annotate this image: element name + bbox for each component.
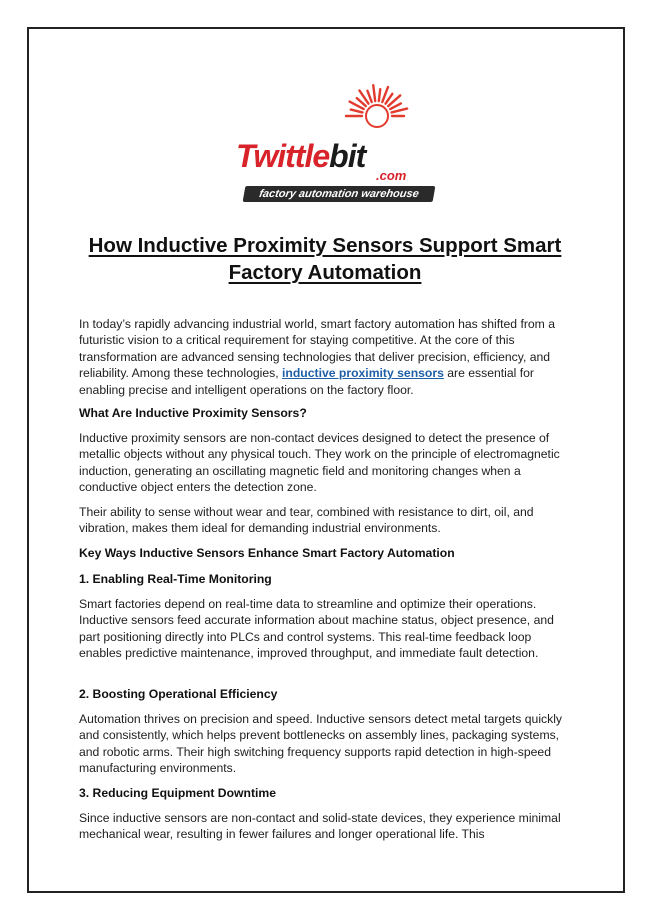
intro-text-after: are essential for enabling precise and intelligent operations on the factory floor. <box>79 366 534 397</box>
heading-key-ways: Key Ways Inductive Sensors Enhance Smart Factory Automation <box>79 546 455 560</box>
reducing-downtime-paragraph: Since inductive sensors are non-contact and solid-state devices, they experience minimal mechanical wear, resulting in fewer failures and longer operational life. This <box>79 811 561 842</box>
what-paragraph-2: Their ability to sense without wear and tear, combined with resistance to dirt, oil, and vibration, makes them ideal for demanding industrial environments. <box>79 505 534 536</box>
heading-what-are: What Are Inductive Proximity Sensors? <box>79 406 307 420</box>
subheading-reducing-downtime: 3. Reducing Equipment Downtime <box>79 786 277 800</box>
logo-tagline: factory automation warehouse <box>243 186 436 202</box>
intro-text-before: In today’s rapidly advancing industrial world, smart factory automation has shifted from a futuristic vision to a critical requirement for staying competitive. At the core of this transformation are advanced sensing technologies that deliver precision, efficiency, and reliability. Among these technologies, <box>79 317 555 381</box>
operational-efficiency-paragraph: Automation thrives on precision and speed. Inductive sensors detect metal targets quickly and consistently, which helps prevent bottlenecks on assembly lines, packaging systems, and robotic arms. Their high switching frequency supports rapid detection in high-speed manufacturing environments. <box>79 712 563 776</box>
subheading-operational-efficiency: 2. Boosting Operational Efficiency <box>79 687 278 701</box>
inductive-proximity-sensors-link[interactable]: inductive proximity sensors <box>282 366 444 381</box>
twittlebit-logo[interactable] <box>220 82 440 206</box>
sun-ray <box>392 109 408 113</box>
sun-ray <box>367 91 371 102</box>
sun-icon <box>345 82 409 146</box>
sun-ray <box>373 85 375 101</box>
intro-paragraph <box>79 316 575 398</box>
logo-domain: .com <box>376 168 407 183</box>
logo-word-part1: Twittle <box>236 138 330 174</box>
logo-word-part2: bit <box>329 138 366 174</box>
subheading-real-time-monitoring: 1. Enabling Real-Time Monitoring <box>79 572 272 586</box>
what-paragraph-1: Inductive proximity sensors are non-contact devices designed to detect the presence of metallic objects without any physical touch. They work on the principle of electromagnetic induction, generating an oscillating magnetic field and monitoring changes when a conductive object enters the detection zone. <box>79 431 560 495</box>
logo-wordmark <box>236 138 365 174</box>
sun-ray <box>379 89 380 101</box>
real-time-monitoring-paragraph: Smart factories depend on real-time data to streamline and optimize their operations. Inductive sensors feed accurate information about machine status, object presence, and part positioning directly into PLCs and control systems. This real-time feedback loop enables predictive maintenance, improved throughput, and immediate fault detection. <box>79 597 554 661</box>
sun-ray <box>351 110 363 113</box>
page-title: How Inductive Proximity Sensors Support Smart Factory Automation <box>88 234 562 284</box>
